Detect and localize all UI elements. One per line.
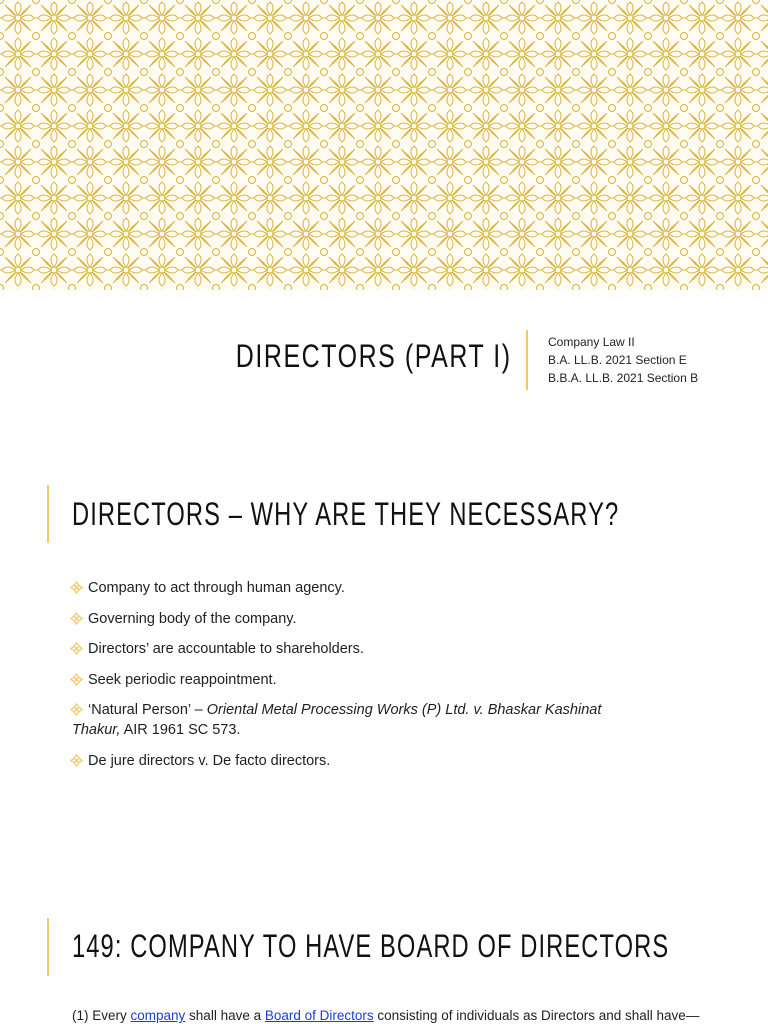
citation: AIR 1961 SC 573.: [120, 722, 241, 738]
list-item: [68, 700, 678, 740]
case-name-continued: Thakur,: [72, 722, 121, 738]
diamond-bullet-icon: [70, 642, 83, 655]
diamond-bullet-icon: [70, 673, 83, 686]
section-title: DIRECTORS – WHY ARE THEY NECESSARY?: [72, 496, 620, 532]
subtitle-line: Company Law II: [548, 335, 635, 349]
bullet-list: [68, 578, 678, 781]
subtitle-line: B.B.A. LL.B. 2021 Section B: [548, 371, 699, 385]
diamond-bullet-icon: [70, 581, 83, 594]
list-item: [68, 609, 678, 629]
bullet-text: Governing body of the company.: [88, 610, 297, 627]
company-link[interactable]: company: [130, 1008, 186, 1023]
bullet-text: De jure directors v. De facto directors.: [88, 752, 331, 769]
list-item: [68, 639, 678, 659]
bullet-text: Company to act through human agency.: [88, 580, 345, 596]
diamond-bullet-icon: [70, 754, 83, 767]
list-item: [68, 751, 678, 771]
case-name: Oriental Metal Processing Works (P) Ltd. v. Bhaskar Kashinat: [206, 702, 602, 718]
list-item: [68, 578, 678, 598]
subtitle-block: [548, 333, 698, 387]
section-title: 149: COMPANY TO HAVE BOARD OF DIRECTORS: [72, 928, 670, 964]
section-accent-bar: [47, 918, 49, 976]
bullet-text: Seek periodic reappointment.: [88, 671, 277, 688]
text-fragment: shall have a: [185, 1008, 265, 1023]
bullet-text-prefix: ‘Natural Person’ –: [88, 702, 207, 718]
text-fragment: (1) Every: [72, 1008, 131, 1023]
title-slide: [0, 290, 768, 450]
subtitle-line: B.A. LL.B. 2021 Section E: [548, 353, 687, 367]
diamond-bullet-icon: [70, 612, 83, 625]
section-accent-bar: [47, 485, 49, 543]
title-divider: [526, 330, 528, 390]
text-fragment: consisting of individuals as Directors and shall have—: [373, 1008, 700, 1023]
slide-title: DIRECTORS (PART I): [236, 338, 512, 374]
section-text: [72, 1008, 699, 1023]
bullet-text: Directors’ are accountable to shareholders.: [88, 641, 364, 657]
list-item: [68, 670, 678, 690]
decorative-pattern-banner: [0, 0, 768, 290]
diamond-bullet-icon: [70, 703, 83, 716]
board-of-directors-link[interactable]: Board of Directors: [264, 1008, 374, 1023]
